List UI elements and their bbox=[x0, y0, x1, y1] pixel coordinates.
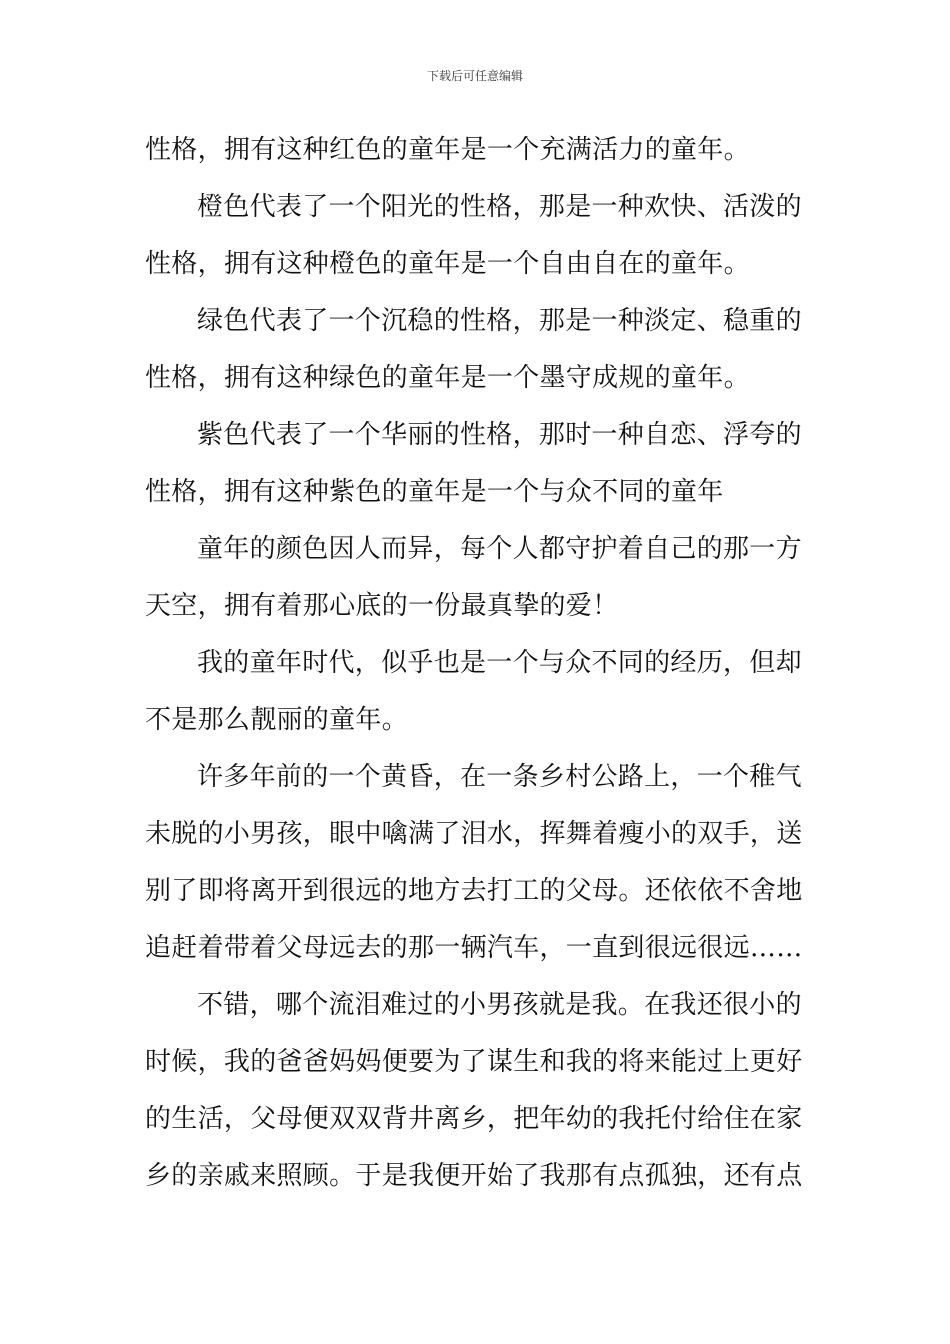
paragraph-start-line: 我的童年时代，似乎也是一个与众不同的经历，但却 bbox=[197, 648, 802, 678]
text-line: 性格，拥有这种橙色的童年是一个自由自在的童年。 bbox=[145, 249, 750, 279]
text-line: 不是那么靓丽的童年。 bbox=[145, 705, 409, 735]
paragraph-start-line: 紫色代表了一个华丽的性格，那时一种自恋、浮夸的 bbox=[197, 420, 802, 450]
text-line: 的生活，父母便双双背井离乡，把年幼的我托付给住在家 bbox=[145, 1104, 803, 1134]
page-header: 下载后可任意编辑 bbox=[426, 69, 523, 83]
text-line: 乡的亲戚来照顾。于是我便开始了我那有点孤独，还有点 bbox=[145, 1161, 803, 1191]
paragraph-start-line: 许多年前的一个黄昏，在一条乡村公路上，一个稚气 bbox=[197, 762, 802, 792]
paragraph-start-line: 橙色代表了一个阳光的性格，那是一种欢快、活泼的 bbox=[197, 192, 802, 222]
paragraph-start-line: 绿色代表了一个沉稳的性格，那是一种淡定、稳重的 bbox=[197, 306, 802, 336]
text-line: 天空，拥有着那心底的一份最真挚的爱！ bbox=[145, 591, 619, 621]
text-line: 别了即将离开到很远的地方去打工的父母。还依依不舍地 bbox=[145, 876, 803, 906]
text-line: 时候，我的爸爸妈妈便要为了谋生和我的将来能过上更好 bbox=[145, 1047, 803, 1077]
paragraph-start-line: 不错，哪个流泪难过的小男孩就是我。在我还很小的 bbox=[197, 990, 802, 1020]
text-line: 性格，拥有这种绿色的童年是一个墨守成规的童年。 bbox=[145, 363, 750, 393]
text-line: 性格，拥有这种红色的童年是一个充满活力的童年。 bbox=[145, 135, 750, 165]
document-body bbox=[145, 122, 805, 1205]
text-line: 追赶着带着父母远去的那一辆汽车，一直到很远很远…… bbox=[145, 933, 803, 963]
text-line: 未脱的小男孩，眼中噙满了泪水，挥舞着瘦小的双手，送 bbox=[145, 819, 803, 849]
text-line: 性格，拥有这种紫色的童年是一个与众不同的童年 bbox=[145, 477, 724, 507]
paragraph-start-line: 童年的颜色因人而异，每个人都守护着自己的那一方 bbox=[197, 534, 802, 564]
